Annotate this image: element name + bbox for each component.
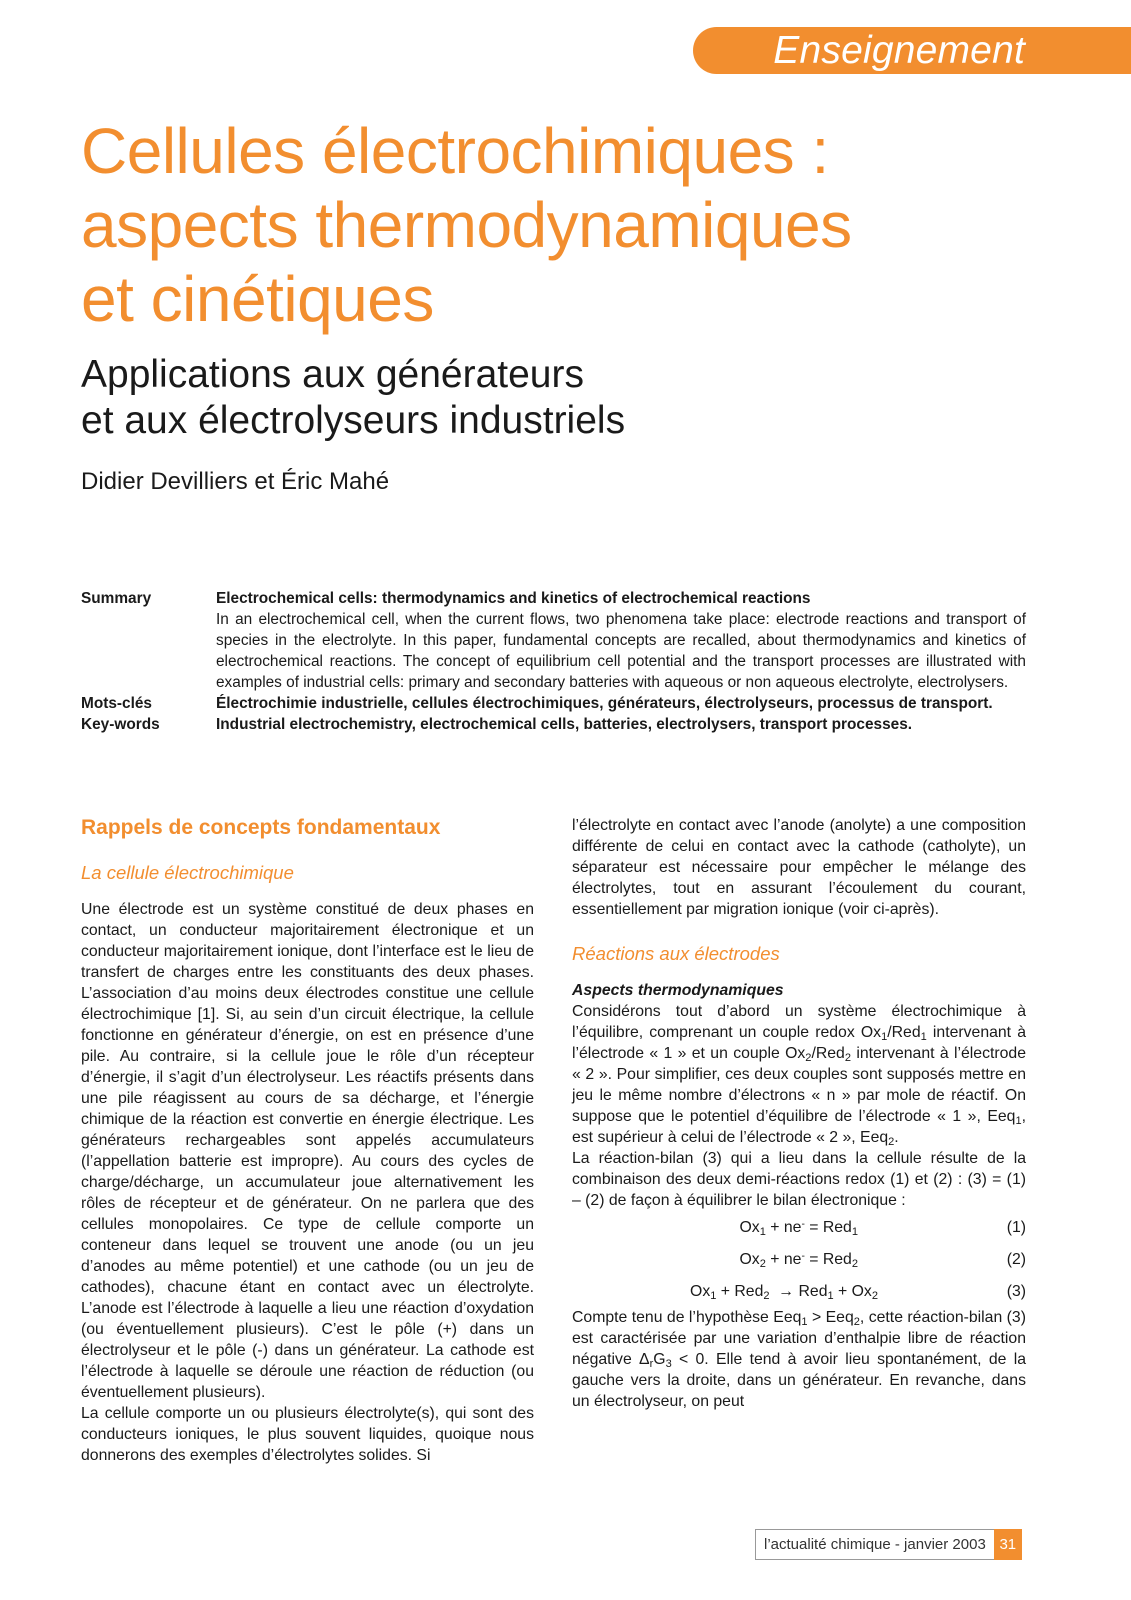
equation-1-expression: $Ox_1 + ne^- = Red_1$ (739, 1218, 858, 1238)
subtitle-line-2: et aux électrolyseurs industriels (81, 399, 626, 442)
subtitle-line-1: Applications aux générateurs (81, 353, 584, 396)
right-column (572, 815, 1026, 1412)
section-heading: Rappels de concepts fondamentaux (81, 816, 441, 839)
subsection-heading-reactions: Réactions aux électrodes (572, 943, 780, 964)
title-line-1: Cellules électrochimiques : (81, 115, 829, 187)
equation-1-number: (1) (1006, 1218, 1026, 1236)
article-title (81, 114, 852, 336)
motscles-row (81, 693, 1026, 714)
equation-3-expression: $Ox_1 + Red_2 \to Red_1 + Ox_2$ (690, 1282, 878, 1302)
summary-text: In an electrochemical cell, when the current flows, two phenomena take place: electrode reactions and transport of species in the electrolyte. In this paper, fundamental concepts are recalled, about thermodynamics and kinetics of electrochemical reactions. The concept of equilibrium cell potential and the transport processes are illustrated with examples of industrial cells: primary and secondary batteries with aqueous or non aqueous electrolyte, electrolysers. (216, 611, 1026, 691)
paragraph-electrode-definition: Une électrode est un système constitué de deux phases en contact, un conducteur majoritairement électronique et un conducteur majoritairement ionique, dont l’interface est le lieu de transfert de charges entre les constituants des deux phases. L’association d’au moins deux électrodes constitue une cellule électrochimique [1]. Si, au sein d’un circuit électrique, la cellule fonctionne en générateur d’énergie, on est en présence d’une pile. Au contraire, si la cellule joue le rôle d’un récepteur d’énergie, il s’agit d’un électrolyseur. Les réactifs présents dans une pile réagissent au cours de sa décharge, et l’énergie chimique de la réaction est convertie en énergie électrique. Les générateurs rechargeables sont appelés accumulateurs (l’appellation batterie est impropre). Au cours des cycles de charge/décharge, un accumulateur joue alternativement les rôles de récepteur et de générateur. On ne parlera que des cellules monopolaires. Ce type de cellule comporte un conteneur dans lequel se trouvent une anode (ou un jeu d’anodes au même potentiel) et une cathode (ou un jeu de cathodes), chacune étant en contact avec un électrolyte. L’anode est l’électrode à laquelle a lieu une réaction d’oxydation (ou éventuellement plusieurs). C’est le pôle (+) dans un électrolyseur et le pôle (-) dans un générateur. La cathode est l’électrode à laquelle se déroule une réaction de réduction (ou éventuellement plusieurs). (81, 901, 534, 1401)
section-tab-label: Enseignement (773, 29, 1025, 72)
summary-heading: Electrochemical cells: thermodynamics and kinetics of electrochemical reactions (216, 590, 811, 607)
keywords-row (81, 714, 1026, 735)
keywords-label: Key-words (81, 716, 160, 733)
equation-2-number: (2) (1006, 1250, 1026, 1268)
equation-2-expression: $Ox_2 + ne^- = Red_2$ (739, 1250, 858, 1270)
abstract-block (81, 588, 1026, 735)
footer (755, 1529, 1022, 1560)
authors: Didier Devilliers et Éric Mahé (81, 468, 390, 495)
summary-body (216, 588, 1026, 693)
summary-label: Summary (81, 590, 152, 607)
subsection-heading-cellule: La cellule électrochimique (81, 862, 294, 883)
equation-2 (572, 1243, 1026, 1275)
paragraph-electrolyte-continued: l’électrolyte en contact avec l’anode (anolyte) a une composition différente de celui en contact avec la cathode (catholyte), un séparateur est nécessaire pour empêcher le mélange des électrolytes, tout en assurant l’écoulement du courant, essentiellement par migration ionique (voir ci-après). (572, 817, 1026, 918)
equation-3 (572, 1275, 1026, 1307)
paragraph-redox-couples: Considérons tout d’abord un système électrochimique à l’équilibre, comprenant un couple redox $Ox_1/Red_1$ intervenant à l’électrode « 1 » et un couple $Ox_2/Red_2$ intervenant à l’électrode « 2 ». Pour simplifier, ces deux couples sont supposés mettre en jeu le même nombre d’électrons « n » par mole de réactif. On suppose que le potentiel d’équilibre de l’électrode « 1 », Eeq$_1$, est supérieur à celui de l’électrode « 2 », Eeq$_2$. (572, 1003, 1026, 1148)
section-tab (693, 27, 1131, 74)
subsubsection-heading-thermo: Aspects thermodynamiques (572, 982, 784, 999)
page-number: 31 (994, 1529, 1022, 1560)
journal-name: l’actualité chimique - janvier 2003 (755, 1529, 994, 1560)
paragraph-electrolytes: La cellule comporte un ou plusieurs électrolyte(s), qui sont des conducteurs ioniques, le plus souvent liquides, quoique nous donnerons des exemples d’électrolytes solides. Si (81, 1405, 534, 1464)
equation-3-number: (3) (1006, 1282, 1026, 1300)
left-column (81, 815, 534, 1466)
keywords-text: Industrial electrochemistry, electrochemical cells, batteries, electrolysers, transport processes. (216, 716, 913, 733)
summary-row (81, 588, 1026, 693)
motscles-text: Électrochimie industrielle, cellules électrochimiques, générateurs, électrolyseurs, processus de transport. (216, 695, 993, 712)
title-line-2: aspects thermodynamiques (81, 189, 852, 261)
title-line-3: et cinétiques (81, 263, 434, 335)
equation-1 (572, 1211, 1026, 1243)
motscles-label: Mots-clés (81, 695, 152, 712)
paragraph-enthalpy: Compte tenu de l’hypothèse Eeq$_1$ > Eeq$_2$, cette réaction-bilan (3) est caractérisée par une variation d’enthalpie libre de réaction négative $\Delta_rG_3 < 0$. Elle tend à avoir lieu spontanément, de la gauche vers la droite, dans un générateur. En revanche, dans un électrolyseur, on peut (572, 1309, 1026, 1410)
article-subtitle (81, 352, 625, 444)
paragraph-reaction-bilan: La réaction-bilan (3) qui a lieu dans la cellule résulte de la combinaison des deux demi-réactions redox (1) et (2) : (3) = (1) – (2) de façon à équilibrer le bilan électronique : (572, 1150, 1026, 1209)
